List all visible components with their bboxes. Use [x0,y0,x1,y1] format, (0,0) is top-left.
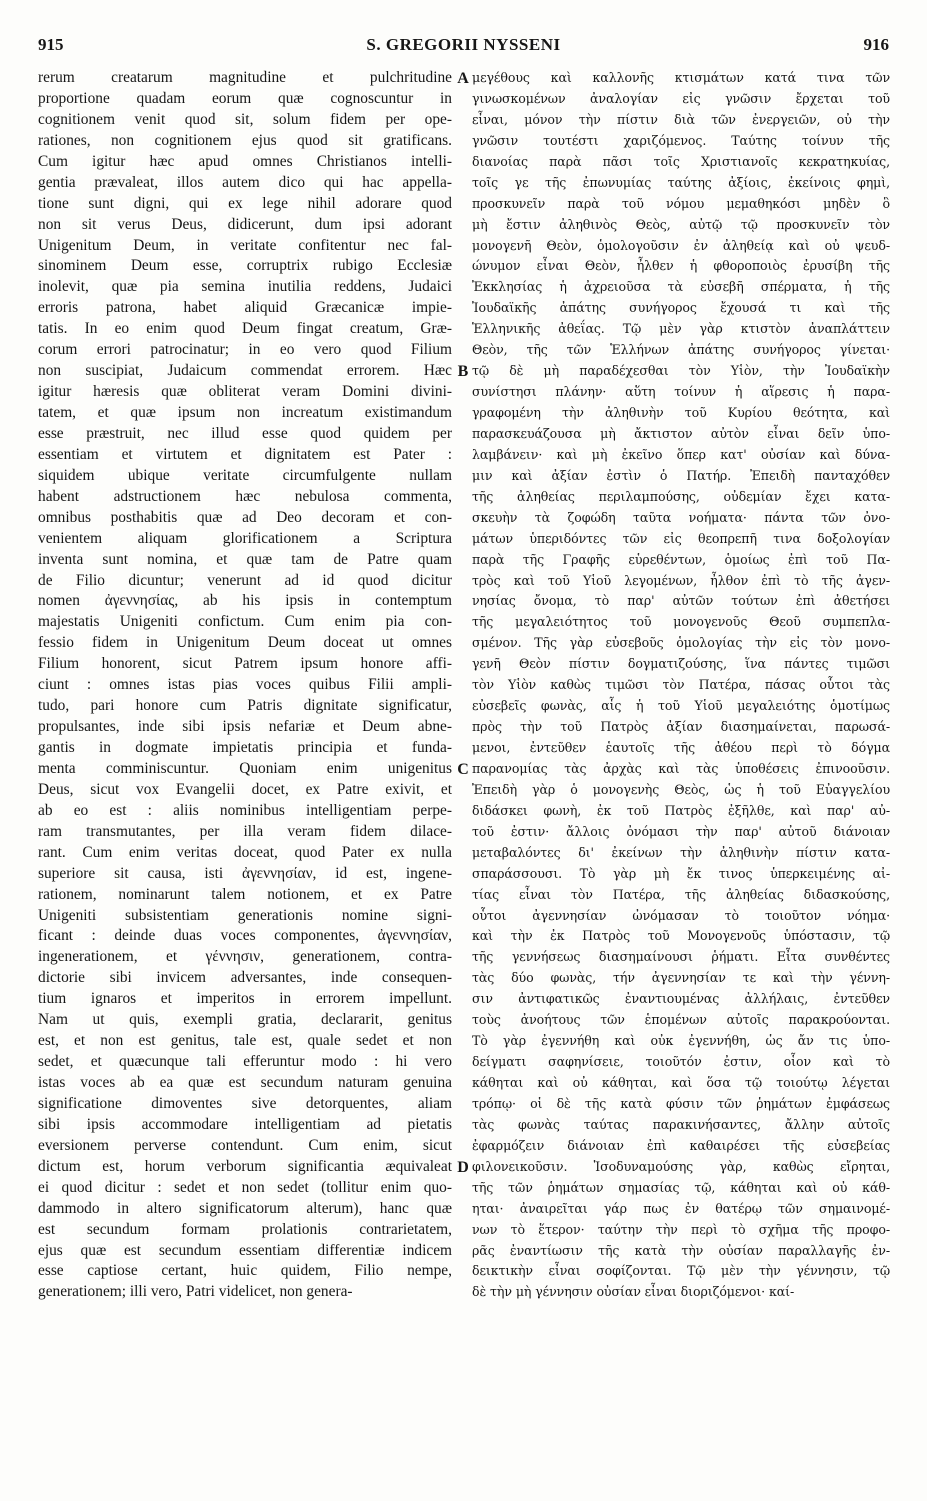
latin-text-line: Filium honorent, sicut Patrem ipsum honore affi- [38,655,452,673]
latin-text-line: rerum creatarum magnitudine et pulchritudine [38,69,452,86]
greek-text-line: τὰς φωνὰς ταύτας παρακινήσαντες, ἄλλην αὐτοῖς [472,1116,890,1132]
greek-text-line: κάθηται καὶ οὐ κάθηται, καὶ ὅσα τῷ τοιούτῳ λέγεται [472,1075,890,1090]
latin-text-line: propulsantes, inde sibi ipsis nefariæ et Deum abne- [38,718,452,736]
latin-text-line: Unigeniti subsistentiam generationis nomine signi- [38,906,452,924]
latin-text-line: rationem, nominarunt talem notionem, et ex Patre [38,885,452,903]
greek-text-line: πρὸς τὴν τοῦ Πατρὸς ἀξίαν διασημαίνεται, παρωσά- [472,719,890,735]
latin-text-line: significatione dimoventes sive detorquentes, aliam [38,1094,452,1112]
greek-text-line: τῆς τῶν ῥημάτων σημασίας τῷ, κάθηται καὶ οὐ κάθ- [472,1179,890,1195]
latin-text-line: habent adstructionem hæc nebulosa commenta, [38,487,452,505]
greek-text-line: Τὸ γὰρ ἐγεννήθη καὶ οὐκ ἐγεννήθη, ὡς ἄν τις ὑπο- [472,1033,890,1049]
greek-text-line: γραφομένη τὴν ἀληθινὴν τοῦ Κυρίου θεότητα, καὶ [472,405,890,420]
latin-text-line: ciunt : omnes istas pias voces quibus Filii ampli- [38,676,452,694]
greek-text-line: τῆς ἀληθείας περιλαμπούσης, οὐδεμίαν ἔχει κατα- [472,488,890,504]
latin-text-line: gentia prævaleat, illos autem dico qui hac appella- [38,173,452,191]
greek-text-line: Ἐπειδὴ γὰρ ὁ μονογενὴς Θεὸς, ὡς ἡ τοῦ Εὐαγγελίου [472,781,890,797]
greek-text-line: εὐσεβεῖς φωνὰς, αἷς ἡ τοῦ Υἱοῦ μεγαλειότης ὁμοτίμως [472,698,890,714]
greek-text-line: συνίστησι πλάνην· αὕτη τοίνυν ἡ αἵρεσις ἡ παρα- [472,384,890,400]
latin-text-line: esse præstruit, nec illud esse quod quidem per [38,424,452,442]
greek-column [472,68,890,1303]
greek-text-line: νων τὸ ἕτερον· ταύτην τὴν περὶ τὸ σχῆμα τῆς προφο- [472,1221,890,1237]
latin-text-line: non sit verus Deus, didicerunt, dum ipsi adorant [38,215,452,233]
greek-text-line: τῆς μεγαλειότητος τοῦ μονογενοῦς Θεοῦ συμπεπλα- [472,614,890,630]
greek-text-line: τρὸς καὶ τοῦ Υἱοῦ λεγομένων, ἦλθον ἐπὶ τὸ τῆς ἀγεν- [472,572,890,588]
latin-text-line: non suscipiat, Judaicum commendat errorem. Hæc [38,362,452,380]
right-page-number: 916 [863,35,889,54]
greek-text-line: μιν καὶ ἀξίαν ἐστὶν ὁ Πατήρ. Ἐπειδὴ πανταχόθεν [472,467,890,483]
latin-text-line: majestatis Unigeniti confictum. Cum enim pia con- [38,613,452,631]
latin-text-line: Unigenitum Deum, in veritate confitentur nec fal- [38,236,452,254]
greek-text-line: διδάσκει φωνὴ, ἐκ τοῦ Πατρὸς ἐξῆλθε, καὶ παρ' αὐ- [472,802,890,818]
greek-text-line: τρόπῳ· οἱ δὲ τῆς κατὰ φύσιν τῶν ῥημάτων ἐμφάσεως [472,1095,890,1111]
greek-text-line: Ἐκκλησίας ἡ ἀχρειοῦσα τὰ εὐσεβῆ σπέρματα, ἡ τῆς [472,279,890,295]
greek-text-line: ἐφαρμόζειν διάνοιαν ἐπὶ καθαιρέσει τῆς εὐσεβείας [472,1137,890,1153]
greek-text-line: μάτων ὑπεριδόντες τῶν εἰς θεοπρεπῆ τινα δοξολογίαν [472,530,890,546]
greek-text-line: σιν ἀντιφατικῶς ἐναντιουμένας ἀλλήλαις, ἐντεῦθεν [472,991,890,1007]
greek-text-line: παρασκευάζουσα μὴ ἄκτιστον αὐτὸν εἶναι δεῖν ὑπο- [472,425,890,441]
greek-text-line: φιλονεικοῦσιν. Ἰσοδυναμούσης γὰρ, καθὼς εἴρηται, [472,1158,890,1174]
latin-text-line: menta comminiscuntur. Quoniam enim unigenitus [38,759,452,777]
greek-text-line: νησίας ὄνομα, τὸ παρ' αὐτῶν τούτων ἐπὶ ἀθετήσει [472,593,890,609]
latin-text-line: fessio fidem in Unigenitum Deum doceat ut omnes [38,634,452,652]
latin-text-line: istas voces ab ea quæ est secundum naturam genuina [38,1074,452,1091]
latin-text-line: ingenerationem, et γέννησιν, generationem, contra- [38,948,452,966]
latin-text-line: tatis. In eo enim quod Deum fingat creatum, Græ- [38,320,452,338]
greek-text-line: τὰς δύο φωνὰς, τήν ἀγεννησίαν τε καὶ τὴν γέννη- [472,970,890,986]
latin-text-line: venientem aliquam glorificationem a Scriptura [38,529,452,547]
latin-text-line: erroris patrona, habet aliquid Græcanicæ impie- [38,299,452,317]
greek-text-line: Ἑλληνικῆς ἀθεΐας. Τῷ μὲν γὰρ κτιστὸν ἀναπλάττειν [472,321,890,337]
greek-text-line: προσκυνεῖν παρὰ τοῦ νόμου μεμαθηκόσι μηδὲν ὃ [472,195,890,211]
greek-text-line: τῆς γεννήσεως διασημαίνουσι ῥήματι. Εἶτα συνθέντες [472,949,890,965]
greek-text-line: εἶναι, μόνον τὴν πίστιν διὰ τῶν ἐνεργειῶν, οὐ τὴν [472,111,890,127]
greek-text-line: μὴ ἔστιν ἀληθινὸς Θεὸς, αὐτῷ τῷ προσκυνεῖν τὸν [472,216,890,232]
latin-text-line: est secundum formam prolationis contrarietatem, [38,1220,452,1238]
latin-text-line: rationes, non cognitionem ejus quod sit gratificans. [38,131,452,149]
greek-text-line: ώνυμον εἶναι Θεὸν, ἦλθεν ἡ φθοροποιὸς ἐρυσίβη τῆς [472,258,890,274]
greek-text-line: δὲ τὴν μὴ γέννησιν οὐσίαν εἶναι διοριζόμενοι· καί- [472,1284,795,1300]
latin-text-line: eversionem perverse contendunt. Cum enim, sicut [38,1136,452,1154]
section-marker: A [457,70,469,87]
greek-text-line: γινωσκομένων ἀναλογίαν εἰς γνῶσιν ἔρχεται τοῦ [472,90,890,106]
section-marker: B [457,363,469,381]
latin-text-line: tatem, et quæ ipsum non increatum existimandum [38,404,452,421]
latin-text-line: gantis in dogmate impietatis principia et funda- [38,739,452,756]
latin-text-line: nomen ἀγεννησίας, ab his ipsis in contemptum [38,592,452,610]
latin-text-line: inolevit, quæ pia semina inutilia reddens, Judaici [38,278,452,296]
latin-text-line: ficant : deinde duas voces componentes, ἀγεννησίαν, [38,927,452,945]
latin-text-line: est, et non est genitus, tale est, quale sedet et non [38,1032,452,1050]
latin-text-line: proportione quadam eorum quæ cognoscuntur in [38,89,452,107]
greek-text-line: τίας εἶναι τὸν Πατέρα, τῆς ἀληθείας διδασκούσης, [472,886,890,902]
latin-text-line: dammodo in altero significatorum alterum), hanc quæ [38,1199,452,1217]
running-title: S. GREGORII NYSSENI [366,35,561,54]
latin-text-line: igitur hæresis quæ obliterat veram Domini divini- [38,383,452,401]
latin-text-line: Nam ut quis, exempli gratia, declararit, genitus [38,1011,452,1029]
greek-text-line: γενῆ Θεὸν πίστιν δογματιζούσης, ἵνα πάντες τιμῶσι [472,656,890,672]
latin-text-line: tium ignaros et imperitos in errorem impellunt. [38,990,452,1008]
latin-text-line: ram transmutantes, per illa veram fidem dilace- [38,822,452,840]
section-marker: C [457,761,469,779]
latin-text-line: dictum est, horum verborum significantia æquivaleat [38,1157,452,1175]
latin-text-line: esse captiose certant, huic quidem, Filio nempe, [38,1262,452,1280]
greek-text-line: καὶ τὴν ἐκ Πατρὸς τοῦ Μονογενοῦς ὑπόστασιν, τῷ [472,928,890,944]
greek-text-line: ρᾶς ἐναντίωσιν τῆς κατὰ τὴν οὐσίαν παραλλαγῆς ἐν- [472,1242,890,1258]
latin-text-line: sedet, et quæcunque tali efferuntur modo : hi vero [38,1053,452,1071]
latin-text-line: rant. Cum enim veritas doceat, quod Pater ex nulla [38,843,452,861]
greek-text-line: ηται· ἀναιρεῖται γάρ πως ἐν θατέρῳ τῶν σημαινομέ- [472,1200,890,1216]
latin-text-line: omnibus posthabitis quæ ad Deo decoram et con- [38,508,452,526]
greek-text-line: μονογενῆ Θεὸν, ὁμολογοῦσιν ἐν ἀληθείᾳ καὶ οὐ ψευδ- [472,237,890,253]
latin-text-line: ejus quæ est secundum essentiam differentiæ indicem [38,1241,452,1259]
latin-text-line: tudo, pari honore cum Patris dignitate significatur, [38,697,452,715]
latin-text-line: essentiam et virtutem et dignitatem est Pater : [38,445,452,463]
latin-text-line: siquidem ubique veritate circumfulgente nullam [38,466,452,484]
latin-text-line: de Filio dicuntur; venerunt ad id quod dicitur [38,571,452,589]
greek-text-line: Θεὸν, τῆς τῶν Ἑλλήνων ἀπάτης συνήγορος γίνεται· [472,342,890,358]
greek-text-line: γνῶσιν τουτέστι χαριζόμενος. Ταύτης τοίνυν τῆς [472,132,890,148]
latin-text-line: ei quod dicitur : sedet et non sedet (tollitur enim quo- [38,1178,452,1196]
greek-text-line: λαμβάνειν· καὶ μὴ ἐκεῖνο ὅπερ κατ' οὐσίαν καὶ δύνα- [472,446,890,462]
greek-text-line: μενοι, ἐντεῦθεν ἑαυτοῖς τῆς ἀθέου περὶ τὸ δόγμα [472,740,890,755]
latin-text-line: dictorie sibi invicem adversantes, inde consequen- [38,969,452,987]
latin-text-line: Deus, sicut vox Evangelii docet, ex Patre exivit, et [38,780,452,798]
greek-text-line: τοὺς ἀνοήτους τῶν ἑπομένων αὐτοῖς παρακρούονται. [472,1012,890,1028]
greek-text-line: οὗτοι ἀγεννησίαν ὠνόμασαν τὸ τοιοῦτον νόημα· [472,907,890,923]
greek-text-line: δεικτικὴν εἶναι σοφίζονται. Τῷ μὲν τὴν γέννησιν, τῷ [472,1263,890,1279]
greek-text-line: δείγματι σαφηνίσειε, τοιοῦτόν ἐστιν, οἷον καὶ τὸ [472,1054,890,1070]
greek-text-line: μεγέθους καὶ καλλονῆς κτισμάτων κατά τινα τῶν [472,70,890,85]
left-page-number: 915 [38,35,64,54]
latin-text-line: sinominem Deum esse, corruptrix rubigo Ecclesiæ [38,257,452,275]
latin-text-line: sibi ipsis accommodare intelligentiam ad pietatis [38,1115,452,1133]
running-header [38,30,889,60]
greek-text-line: μεταβαλόντες δι' ἐκείνων τὴν ἀληθινὴν πίστιν κατα- [472,844,890,860]
greek-text-line: παρανομίας τὰς ἀρχὰς καὶ τὰς ὑποθέσεις ἐπινοοῦσιν. [472,760,890,776]
greek-text-line: Ἰουδαϊκῆς ἀπάτης συνήγορος ἔχουσά τι καὶ τῆς [472,300,890,316]
greek-text-line: τοῦ ἐστιν· ἄλλοις ὀνόμασι τὴν παρ' αὐτοῦ διάνοιαν [472,823,890,839]
latin-text-line: cognitionem venit quod sit, solum fidem per ope- [38,110,452,128]
section-marker: D [457,1159,469,1177]
greek-text-line: σκευὴν τὰ ζοφώδη ταῦτα νοήματα· πάντα τῶν ὀνο- [472,509,890,525]
greek-text-line: τὸν Υἱὸν καθὼς τιμῶσι τὸν Πατέρα, πάσας οὗτοι τὰς [472,677,890,693]
latin-text-line: corum errori patrocinatur; in eo vero quod Filium [38,341,452,359]
latin-text-line: Cum igitur hæc apud omnes Christianos intelli- [38,152,452,170]
greek-text-line: διανοίας παρὰ πᾶσι τοῖς Χριστιανοῖς κεκρατηκυίας, [472,153,890,169]
greek-text-line: σπαράσσουσι. Τὸ γὰρ μὴ ἔκ τινος ὑπερκειμένης αἰ- [472,865,890,881]
latin-text-line: ab eo est : aliis nominibus intelligentiam perpe- [38,801,452,819]
latin-column [38,68,452,1303]
greek-text-line: τῷ δὲ μὴ παραδέχεσθαι τὸν Υἱὸν, τὴν Ἰουδαϊκὴν [472,363,890,379]
greek-text-line: τοῖς γε τῆς ἐπωνυμίας ταύτης ἀξίοις, ἐκείνοις φημὶ, [472,174,890,190]
greek-text-line: σμένον. Τῆς γὰρ εὐσεβοῦς ὁμολογίας τὴν εἰς τὸν μονο- [472,635,890,651]
latin-text-line: generationem; illi vero, Patri videlicet, non genera- [38,1283,353,1301]
latin-text-line: tione sunt digni, qui ex lege nihil adorare quod [38,194,452,212]
greek-text-line: παρὰ τῆς Γραφῆς εὑρεθέντων, ὁμοίως ἐπὶ τοῦ Πα- [472,551,890,567]
latin-text-line: inventa sunt nomina, et quæ tam de Patre quam [38,550,452,568]
latin-text-line: superiore sit causa, isti ἀγεννησίαν, id est, ingene- [38,864,452,882]
